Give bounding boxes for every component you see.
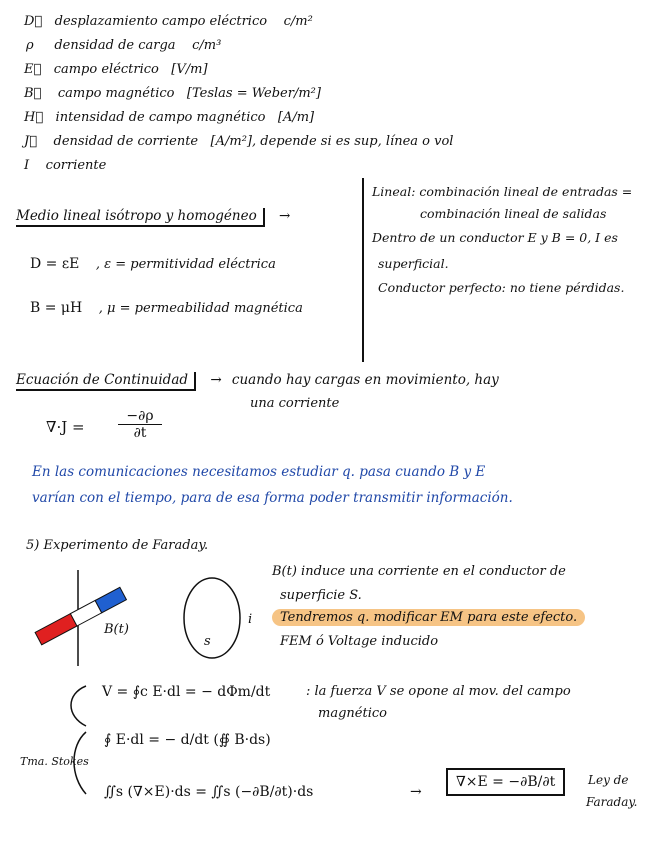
medio-eq1: D = εE	[30, 256, 80, 272]
definition-unit: [A/m²], depende si es sup, línea o vol	[210, 134, 454, 149]
note-line: Lineal: combinación lineal de entradas =	[372, 184, 633, 199]
definition-text: densidad de carga	[54, 38, 176, 53]
definition-symbol: E	[24, 62, 42, 77]
faraday-eq1: V = ∮c E·dl = − dΦm/dt	[102, 684, 271, 700]
medio-eq2-note: , μ = permeabilidad magnética	[98, 301, 303, 316]
faraday-title: 5) Experimento de Faraday.	[26, 538, 209, 553]
blue-note-line: varían con el tiempo, para de esa forma poder transmitir información.	[32, 490, 513, 506]
faraday-eq3: ∬s (∇×E)·ds = ∬s (−∂B/∂t)·ds	[104, 784, 314, 800]
note-line: Conductor perfecto: no tiene pérdidas.	[378, 280, 625, 295]
faraday-law-label: Ley de	[588, 773, 629, 787]
definition-text: campo eléctrico	[53, 62, 159, 77]
medio-eq2-row	[30, 300, 303, 317]
continuity-lhs: ∇·J =	[46, 418, 85, 436]
definition-unit: [Teslas = Weber/m²]	[186, 86, 321, 101]
fem-text: FEM ó Voltage inducido	[280, 634, 439, 649]
faraday-highlight-wrap	[272, 610, 585, 626]
continuity-equation	[46, 418, 85, 436]
arrow-icon: →	[410, 784, 422, 800]
definition-symbol: H	[24, 110, 44, 125]
definition-row: J⃗ densidad de corriente [A/m²], depende si es sup, línea o vol	[24, 134, 454, 149]
continuity-fraction	[118, 408, 162, 441]
faraday-eq1-note: : la fuerza V se opone al mov. del campo	[306, 684, 571, 699]
medio-heading-wrap	[16, 208, 290, 224]
definition-row	[26, 38, 221, 54]
stokes-bracket	[60, 676, 90, 806]
faraday-desc: B(t) induce una corriente en el conductor de	[272, 564, 566, 579]
current-label: i	[248, 612, 253, 627]
definition-row: H⃗ intensidad de campo magnético [A/m]	[24, 110, 315, 125]
continuidad-heading: Ecuación de Continuidad	[16, 372, 196, 391]
medio-eq1-row	[30, 256, 276, 273]
arrow-icon: →	[210, 372, 222, 388]
definition-unit: [A/m]	[277, 110, 315, 125]
faraday-eq1-note2: magnético	[318, 706, 387, 721]
definition-row: D⃗ desplazamiento campo eléctrico c/m²	[24, 14, 313, 29]
stokes-label: Tma. Stokes	[20, 755, 89, 768]
surface-label: s	[204, 634, 211, 649]
medio-eq1-note: , ε = permitividad eléctrica	[95, 257, 276, 272]
definition-text: desplazamiento campo eléctrico	[54, 14, 268, 29]
definition-row: B⃗ campo magnético [Teslas = Weber/m²]	[24, 86, 321, 101]
definition-text: corriente	[45, 158, 107, 173]
continuidad-note2: una corriente	[250, 396, 340, 411]
definition-symbol: B	[24, 86, 42, 101]
medio-eq2: B = μH	[30, 300, 83, 316]
faraday-diagram	[28, 566, 268, 670]
loop-icon	[184, 578, 240, 658]
faraday-law-box: ∇×E = −∂B/∂t	[446, 768, 565, 796]
blue-note-line: En las comunicaciones necesitamos estudiar q. pasa cuando B y E	[32, 464, 486, 480]
definition-row: E⃗ campo eléctrico [V/m]	[24, 62, 208, 77]
b-field-label: B(t)	[104, 622, 129, 637]
definition-unit: c/m²	[283, 14, 313, 29]
note-line: combinación lineal de salidas	[420, 206, 607, 221]
definition-symbol: ρ	[26, 38, 34, 53]
definition-text: densidad de corriente	[53, 134, 199, 149]
note-line: Dentro de un conductor E y B = 0, I es	[372, 230, 618, 245]
faraday-law-label: Faraday.	[586, 795, 638, 809]
definition-text: intensidad de campo magnético	[55, 110, 266, 125]
continuidad-note: cuando hay cargas en movimiento, hay	[231, 372, 499, 388]
definition-row	[24, 158, 106, 174]
continuity-numerator: −∂ρ	[118, 408, 162, 425]
medio-heading: Medio lineal isótropo y homogéneo	[16, 208, 265, 227]
faraday-highlight: Tendremos q. modificar EM para este efecto.	[272, 609, 585, 626]
arrow-icon: →	[279, 208, 291, 224]
note-line: superficial.	[378, 256, 449, 271]
definition-symbol: I	[24, 158, 30, 173]
definition-symbol: J	[24, 134, 38, 149]
vertical-divider	[362, 178, 364, 362]
faraday-eq2: ∮ E·dl = − d/dt (∯ B·ds)	[104, 732, 271, 748]
definition-unit: [V/m]	[171, 62, 208, 77]
continuidad-heading-wrap	[16, 372, 499, 388]
faraday-desc: superficie S.	[280, 588, 362, 603]
definition-symbol: D	[24, 14, 43, 29]
definition-text: campo magnético	[57, 86, 175, 101]
faraday-law-box-wrap	[446, 774, 565, 790]
definition-unit: c/m³	[192, 38, 222, 53]
continuity-denominator: ∂t	[133, 425, 147, 441]
